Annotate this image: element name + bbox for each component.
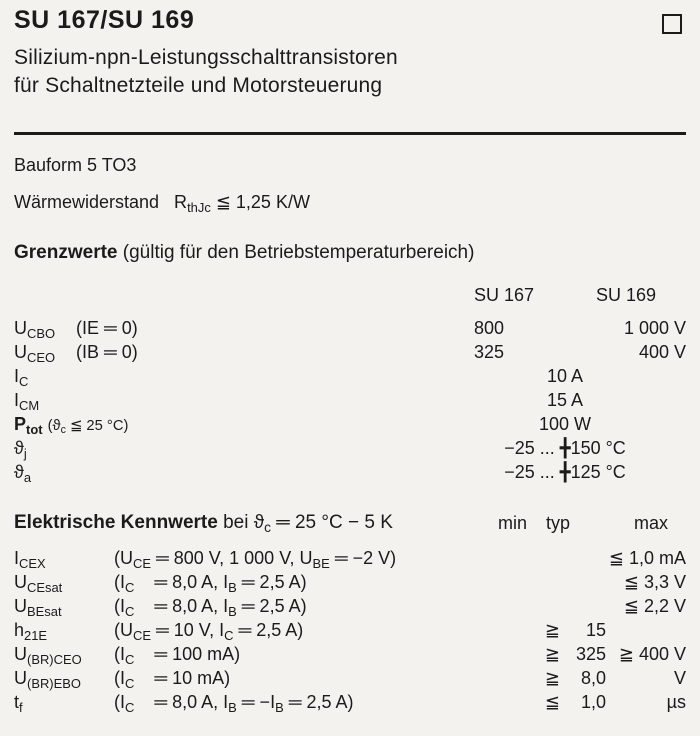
row-value-both: 15 A [546,390,584,410]
limits-heading-rest: (gültig für den Betriebstemperaturbereich) [117,242,475,263]
row-value-both: −25 ... ╋125 °C [504,462,626,482]
page-subtitle [14,44,398,100]
horizontal-divider [14,132,686,135]
table-row [14,596,686,620]
table-row [14,620,686,644]
row-symbol: $ϑ_a$ [14,462,32,485]
row-value-min: ≦ [544,692,560,712]
row-symbol: $U_{(BR)CEO}$ [14,644,82,667]
table-row [14,390,686,414]
row-value-both: 10 A [546,366,584,386]
row-value-min: ≧ [544,620,560,640]
row-symbol: $I_{CM}$ [14,390,40,413]
row-value-both: 100 W [538,414,592,434]
table-row [14,342,686,366]
table-row [14,644,686,668]
row-value-su169: 1 000 V [623,318,686,338]
row-value-typ: 1,0 [580,692,606,712]
electrical-heading-bold: Elektrische Kennwerte [14,512,218,533]
row-condition: ($I_C$ ═ 8,0 A, $I_B$ ═ 2,5 A) [114,596,307,619]
row-condition: ($U_{CE}$ ═ 800 V, 1 000 V, $U_{BE}$ ═ −2 V) [114,548,397,571]
row-value-su169: 400 V [638,342,686,362]
row-value-typ: 15 [585,620,606,640]
table-row [14,668,686,692]
electrical-col-header-max: max [634,513,669,533]
row-symbol: $t_f$ [14,692,23,715]
row-value-max: ≦ 2,2 V [623,596,686,616]
row-condition: ($I_C$ ═ 10 mA) [114,668,231,691]
limits-heading [14,242,474,264]
row-value-min: ≧ [544,644,560,664]
table-row [14,318,686,342]
row-condition: ($I_C$ ═ 8,0 A, $I_B$ ═ 2,5 A) [114,572,307,595]
row-symbol: $U_{CEsat}$ [14,572,63,595]
row-value-max: ≦ 3,3 V [623,572,686,592]
electrical-table [14,548,686,716]
electrical-heading [14,512,393,534]
row-symbol: $I_{CEX}$ [14,548,46,571]
row-condition: (IE ═ 0) [76,318,138,338]
table-row [14,548,686,572]
row-value-max: V [673,668,686,688]
row-value-both: −25 ... ╋150 °C [504,438,626,458]
electrical-col-header-min: min [498,513,528,533]
subtitle-line-2: für Schaltnetzteile und Motorsteuerung [14,74,383,97]
thermal-resistance-line: Wärmewiderstand $R_{thJc}$ ≦ 1,25 K/W [14,192,310,215]
row-value-su167: 325 [474,342,505,362]
row-value-su167: 800 [474,318,505,338]
row-condition: ($U_{CE}$ ═ 10 V, $I_C$ ═ 2,5 A) [114,620,304,643]
row-symbol: $U_{BEsat}$ [14,596,62,619]
row-condition: ($I_C$ ═ 8,0 A, $I_B$ ═ $-I_B$ ═ 2,5 A) [114,692,354,715]
row-condition: ($I_C$ ═ 100 mA) [114,644,241,667]
row-symbol: $U_{(BR)EBO}$ [14,668,81,691]
row-value-max: ≦ 1,0 mA [608,548,686,568]
row-value-typ: 8,0 [580,668,606,688]
row-value-min: ≧ [544,668,560,688]
subtitle-line-1: Silizium-npn-Leistungsschalttransistoren [14,46,398,69]
electrical-heading-rest: bei $ϑ_c$ ═ 25 °C − 5 K [217,512,393,535]
row-symbol: $I_C$ [14,366,29,389]
row-symbol: $U_{CBO}$ [14,318,56,341]
limits-col-header-su167: SU 167 [474,285,535,305]
row-symbol: $U_{CEO}$ [14,342,56,365]
row-value-typ: 325 [575,644,606,664]
table-row [14,414,686,438]
limits-col-header-su169: SU 169 [596,285,657,305]
limits-heading-bold: Grenzwerte [14,242,118,263]
bauform-line: Bauform 5 TO3 [14,155,137,175]
table-row [14,692,686,716]
row-symbol: $h_{21E}$ [14,620,48,643]
square-mark-icon [662,14,682,34]
limits-table [14,318,686,486]
row-symbol: $P_{tot}$ ($ϑ_c$ ≦ 25 °C) [14,414,129,437]
electrical-col-header-typ: typ [546,513,571,533]
row-symbol: $ϑ_j$ [14,438,27,461]
table-row [14,438,686,462]
table-row [14,366,686,390]
row-condition: (IB ═ 0) [76,342,138,362]
row-value-max: µs [666,692,686,712]
table-row [14,572,686,596]
row-value-max: ≧ 400 V [618,644,686,664]
table-row [14,462,686,486]
page-title: SU 167/SU 169 [14,6,195,34]
